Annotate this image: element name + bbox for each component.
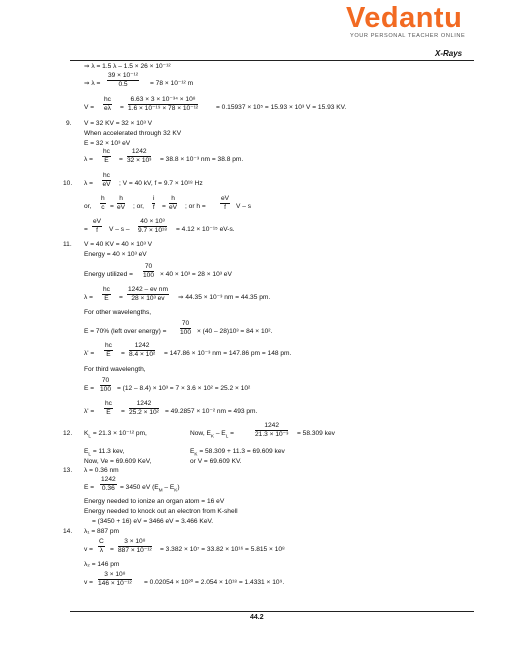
eq-line	[190, 430, 234, 440]
eq-part: E	[190, 448, 195, 455]
eq-part: = 3450 eV (E	[120, 484, 159, 491]
text-line: Energy needed to knock out an electron from K-shell	[84, 508, 238, 515]
eq-line: = (12 – 8.4) × 10³ = 7 × 3.6 × 10² = 25.2 × 10²	[117, 385, 251, 392]
fraction: hc eλ	[104, 96, 111, 112]
eq-line	[84, 430, 147, 440]
footer-rule	[70, 611, 474, 612]
fraction: 3 × 10⁸ 887 × 10⁻¹²	[118, 538, 152, 554]
fraction: h eV	[169, 195, 178, 211]
eq-line: = 49.2857 × 10⁻² nm = 493 pm.	[165, 408, 258, 415]
equals-sign: =	[119, 294, 123, 301]
eq-part: – E	[215, 430, 226, 437]
eq-part: – E	[164, 484, 175, 491]
fraction: hc E	[105, 400, 112, 416]
eq-line: Energy utilized =	[84, 271, 133, 278]
fraction: h c	[101, 195, 105, 211]
eq-line: V = 40 KV = 40 × 10³ V	[84, 241, 152, 248]
equals-sign: =	[120, 104, 124, 111]
eq-part: )	[177, 484, 180, 491]
fraction: 70 100	[100, 377, 112, 393]
eq-line: = 0.02054 × 10²⁰ = 2.054 × 10¹⁸ = 1.4331 × 10⁹.	[144, 579, 285, 586]
equals-sign: =	[121, 350, 125, 357]
eq-line: = 78 × 10⁻¹² m	[150, 80, 194, 87]
eq-line: λ' =	[84, 350, 95, 357]
fraction: 70 100	[180, 320, 192, 336]
eq-line: ; V = 40 kV, f = 9.7 × 10¹⁸ Hz	[119, 180, 203, 187]
eq-line: λ =	[84, 294, 93, 301]
item-number: 12.	[63, 430, 73, 437]
eq-part: K	[84, 430, 89, 437]
eq-line: or V = 69.609 KV.	[190, 458, 242, 465]
fraction: 70 100	[143, 263, 155, 279]
eq-line: λ₂ = 146 pm	[84, 561, 120, 568]
eq-line: ⇒ λ =	[84, 80, 101, 87]
text-line: For third wavelength,	[84, 366, 146, 373]
eq-line: E = 70% (left over energy) =	[84, 328, 167, 335]
fraction: eV f	[221, 195, 230, 211]
text-line: Energy needed to ionize an organ atom = 16 eV	[84, 498, 225, 505]
subscript: K	[174, 487, 178, 493]
equals-sign: =	[119, 156, 123, 163]
fraction: eV f	[93, 218, 102, 234]
eq-line: v =	[84, 579, 93, 586]
equals-sign: =	[121, 408, 125, 415]
eq-line	[84, 448, 124, 458]
subscript: L	[225, 433, 229, 439]
eq-line: λ' =	[84, 408, 95, 415]
eq-line: Energy = 40 × 10³ eV	[84, 251, 147, 258]
eq-line: = 0.15937 × 10⁵ = 15.93 × 10³ V = 15.93 KV.	[216, 104, 347, 111]
eq-line: = 147.86 × 10⁻³ nm = 147.86 pm = 148 pm.	[164, 350, 292, 357]
eq-part: E	[84, 448, 89, 455]
eq-line: = (3450 + 16) eV = 3466 eV = 3.466 KeV.	[92, 518, 214, 525]
fraction: hc E	[105, 342, 112, 358]
eq-line: V = 32 KV = 32 × 10³ V	[84, 120, 152, 127]
subscript: L	[88, 451, 91, 457]
eq-line: V =	[84, 104, 95, 111]
fraction: h eV	[117, 195, 126, 211]
eq-line: E =	[84, 484, 95, 491]
eq-line: = 4.12 × 10⁻¹⁵ eV-s.	[176, 226, 235, 233]
eq-part: = 58.309 + 11.3 = 69.609 kev	[199, 448, 285, 455]
item-number: 14.	[63, 528, 73, 535]
chapter-title: X-Rays	[435, 49, 463, 58]
fraction: 1242 0.36	[101, 476, 116, 492]
subscript: K	[210, 433, 214, 439]
fraction: i f	[152, 195, 155, 211]
eq-line: or,	[84, 203, 92, 210]
eq-line: E = 32 × 10³ eV	[84, 140, 131, 147]
fraction: hc eV	[102, 172, 111, 188]
eq-part: = 21.3 × 10⁻¹² pm,	[92, 430, 147, 437]
item-number: 11.	[63, 241, 72, 248]
eq-part: Now, E	[190, 430, 211, 437]
eq-line: × 40 × 10³ = 28 × 10³ eV	[160, 271, 232, 278]
eq-line: =	[84, 226, 88, 233]
fraction: 1242 32 × 10³	[127, 148, 152, 164]
fraction: 1242 21.3 × 10⁻³	[255, 422, 289, 438]
eq-line: ⇒ λ = 1.5 λ – 1.5 × 26 × 10⁻¹²	[84, 63, 171, 70]
eq-line: = 38.8 × 10⁻³ nm = 38.8 pm.	[160, 156, 244, 163]
eq-line: × (40 – 28)10³ = 84 × 10².	[197, 328, 273, 335]
header-rule	[70, 60, 474, 61]
page-number: 44.2	[250, 614, 264, 621]
item-number: 13.	[63, 467, 73, 474]
equals-sign: =	[110, 203, 114, 210]
item-number: 9.	[66, 120, 72, 127]
fraction: 39 × 10⁻¹² 0.5	[108, 72, 139, 88]
text-line: For other wavelengths,	[84, 309, 152, 316]
fraction: C λ	[99, 538, 104, 554]
eq-line	[190, 448, 285, 458]
eq-line: v =	[84, 546, 93, 553]
equals-sign: =	[162, 203, 166, 210]
fraction: 3 × 10⁸ 146 × 10⁻¹²	[98, 571, 132, 587]
eq-line: λ = 0.36 nm	[84, 467, 119, 474]
eq-line: ⇒ 44.35 × 10⁻³ nm = 44.35 pm.	[178, 294, 271, 301]
fraction: hc E	[103, 148, 110, 164]
eq-line	[120, 484, 180, 494]
fraction: 1242 – ev nm 28 × 10³ ev	[128, 286, 168, 302]
eq-line: λ₁ = 887 pm	[84, 528, 120, 535]
subscript: K	[194, 451, 198, 457]
fraction: 40 × 10³ 9.7 × 10¹⁸	[138, 218, 167, 234]
eq-line: = 58.309 kev	[297, 430, 335, 437]
fraction: hc E	[103, 286, 110, 302]
eq-line: ; or,	[133, 203, 144, 210]
text-line: When accelerated through 32 KV	[84, 130, 182, 137]
eq-line: E =	[84, 385, 95, 392]
brand-name: Vedantu	[346, 2, 463, 34]
brand-tagline: YOUR PERSONAL TEACHER ONLINE	[350, 33, 466, 39]
eq-line: V – s –	[109, 226, 130, 233]
eq-line: V – s	[236, 203, 252, 210]
eq-line: λ =	[84, 156, 93, 163]
subscript: L	[88, 433, 91, 439]
eq-line: = 3.382 × 10⁷ = 33.82 × 10¹⁶ = 5.815 × 10⁸	[160, 546, 285, 553]
eq-line: λ =	[84, 180, 93, 187]
subscript: M	[158, 487, 163, 493]
fraction: 6.63 × 3 × 10⁻³⁴ × 10⁸ 1.6 × 10⁻¹⁹ × 78 × 10⁻¹²	[128, 96, 199, 112]
fraction: 1242 25.2 × 10²	[129, 400, 159, 416]
eq-part: = 11.3 kev,	[92, 448, 125, 455]
vedantu-logo	[346, 2, 486, 42]
eq-line: ; or h =	[185, 203, 206, 210]
eq-part: =	[230, 430, 234, 437]
fraction: 1242 8.4 × 10²	[129, 342, 156, 358]
equals-sign: =	[110, 546, 114, 553]
eq-line: Now, Ve = 69.609 KeV,	[84, 458, 152, 465]
item-number: 10.	[63, 180, 73, 187]
